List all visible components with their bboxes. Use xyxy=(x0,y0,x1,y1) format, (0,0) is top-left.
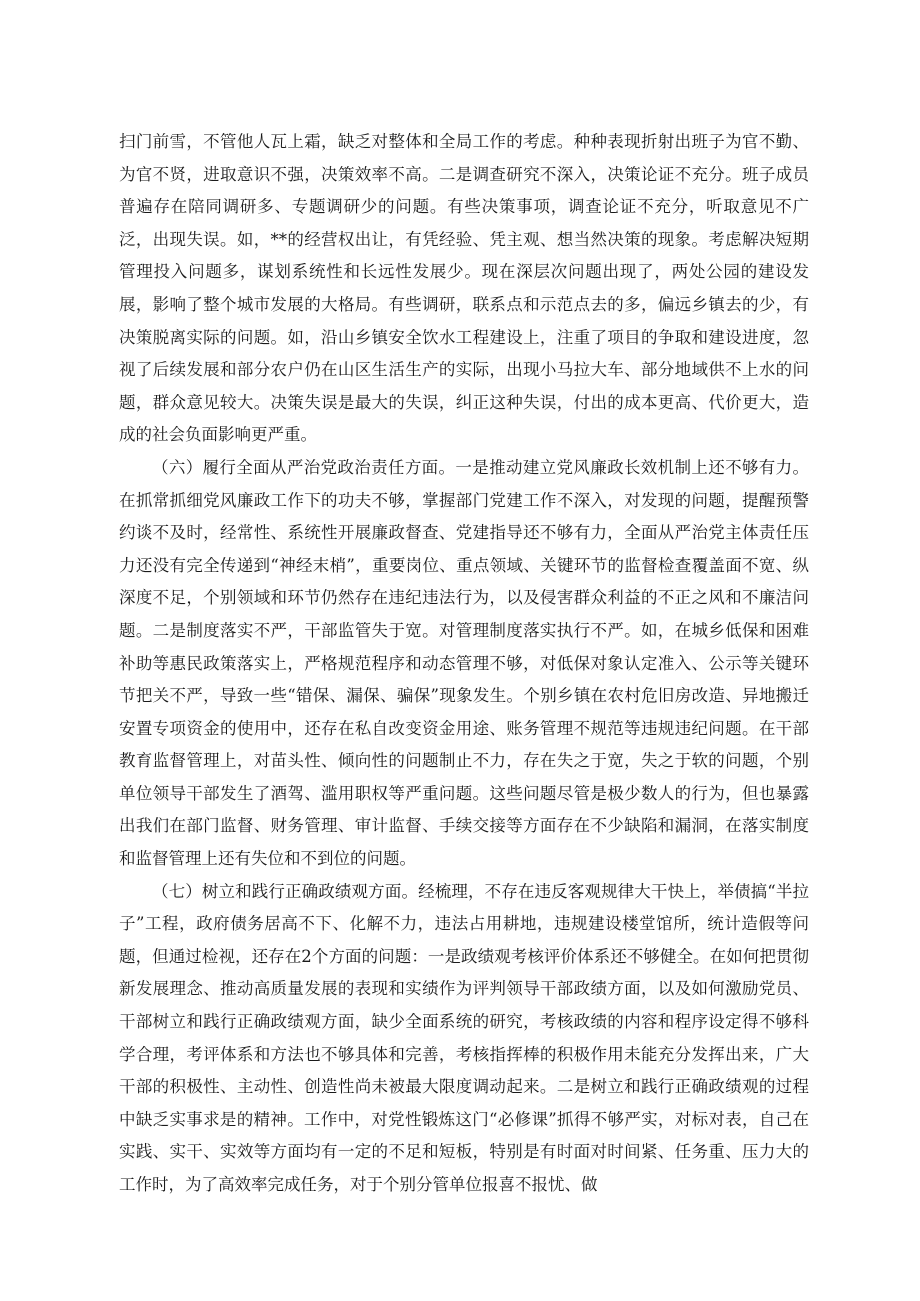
paragraph-continuation: 扫门前雪，不管他人瓦上霜，缺乏对整体和全局工作的考虑。种种表现折射出班子为官不勤、为官不贤，进取意识不强，决策效率不高。二是调查研究不深入，决策论证不充分。班子成员普遍存在陪同调研多、专题调研少的问题。有些决策事项，调查论证不充分，听取意见不广泛，出现失误。如，**的经营权出让，有凭经验、凭主观、想当然决策的现象。考虑解决短期管理投入问题多，谋划系统性和长远性发展少。现在深层次问题出现了，两处公园的建设发展，影响了整个城市发展的大格局。有些调研，联系点和示范点去的多，偏远乡镇去的少，有决策脱离实际的问题。如，沿山乡镇安全饮水工程建设上，注重了项目的争取和建设进度，忽视了后续发展和部分农户仍在山区生活生产的实际，出现小马拉大车、部分地域供不上水的问题，群众意见较大。决策失误是最大的失误，纠正这种失误，付出的成本更高、代价更大，造成的社会负面影响更严重。 xyxy=(119,132,809,445)
paragraph-section-seven: （七）树立和践行正确政绩观方面。经梳理，不存在违反客观规律大干快上，举债搞“半拉子”工程，政府债务居高不下、化解不力，违法占用耕地，违规建设楼堂馆所，统计造假等问题，但通过检视，还存在2个方面的问题：一是政绩观考核评价体系还不够健全。在如何把贯彻新发展理念、推动高质量发展的表现和实绩作为评判领导干部政绩方面，以及如何激励党员、干部树立和践行正确政绩观方面，缺少全面系统的研究，考核政绩的内容和程序设定得不够科学合理，考评体系和方法也不够具体和完善，考核指挥棒的积极作用未能充分发挥出来，广大干部的积极性、主动性、创造性尚未被最大限度调动起来。二是树立和践行正确政绩观的过程中缺乏实事求是的精神。工作中，对党性锻炼这门“必修课”抓得不够严实，对标对表，自己在实践、实干、实效等方面均有一定的不足和短板，特别是有时面对时间紧、任务重、压力大的工作时，为了高效率完成任务，对于个别分管单位报喜不报忧、做 xyxy=(119,881,809,1194)
paragraph-section-six: （六）履行全面从严治党政治责任方面。一是推动建立党风廉政长效机制上还不够有力。在抓常抓细党风廉政工作下的功夫不够，掌握部门党建工作不深入，对发现的问题，提醒预警约谈不及时，经常性、系统性开展廉政督查、党建指导还不够有力，全面从严治党主体责任压力还没有完全传递到“神经末梢”，重要岗位、重点领域、关键环节的监督检查覆盖面不宽、纵深度不足，个别领域和环节仍然存在违纪违法行为，以及侵害群众利益的不正之风和不廉洁问题。二是制度落实不严，干部监管失于宽。对管理制度落实执行不严。如，在城乡低保和困难补助等惠民政策落实上，严格规范程序和动态管理不够，对低保对象认定准入、公示等关键环节把关不严，导致一些“错保、漏保、骗保”现象发生。个别乡镇在农村危旧房改造、异地搬迁安置专项资金的使用中，还存在私自改变资金用途、账务管理不规范等违规违纪问题。在干部教育监督管理上，对苗头性、倾向性的问题制止不力，存在失之于宽，失之于软的问题，个别单位领导干部发生了酒驾、滥用职权等严重问题。这些问题尽管是极少数人的行为，但也暴露出我们在部门监督、财务管理、审计监督、手续交接等方面存在不少缺陷和漏洞，在落实制度和监督管理上还有失位和不到位的问题。 xyxy=(119,457,809,869)
document-page xyxy=(119,126,809,1202)
